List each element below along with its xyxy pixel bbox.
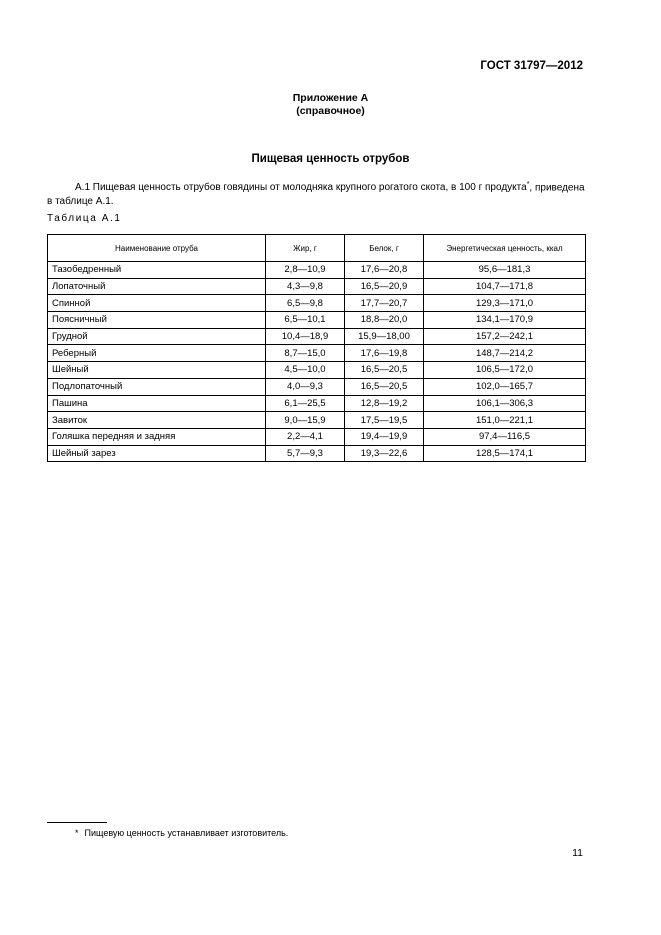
table-row [48, 445, 586, 462]
table-row [48, 328, 586, 345]
energy-cell: 129,3—171,0 [424, 295, 586, 312]
fat-cell: 6,5—9,8 [266, 295, 345, 312]
appendix-subtitle: (справочное) [296, 105, 365, 117]
energy-cell: 97,4—116,5 [424, 428, 586, 445]
table-row [48, 362, 586, 379]
footnote [75, 828, 288, 838]
fat-cell: 6,5—10,1 [266, 312, 345, 329]
fat-cell: 4,0—9,3 [266, 378, 345, 395]
appendix-title: Приложение А [292, 92, 369, 104]
cut-name-cell: Поясничный [48, 312, 266, 329]
energy-cell: 104,7—171,8 [424, 278, 586, 295]
fat-cell: 8,7—15,0 [266, 345, 345, 362]
cut-name-cell: Голяшка передняя и задняя [48, 428, 266, 445]
fat-cell: 6,1—25,5 [266, 395, 345, 412]
protein-cell: 16,5—20,5 [345, 378, 424, 395]
document-code: ГОСТ 31797—2012 [480, 60, 583, 72]
table-row [48, 428, 586, 445]
table-row [48, 378, 586, 395]
section-title: Пищевая ценность отрубов [251, 153, 410, 165]
cut-name-cell: Подлопаточный [48, 378, 266, 395]
table-row [48, 395, 586, 412]
table-row [48, 295, 586, 312]
fat-cell: 2,2—4,1 [266, 428, 345, 445]
cut-name-cell: Спинной [48, 295, 266, 312]
fat-cell: 4,3—9,8 [266, 278, 345, 295]
energy-cell: 106,5—172,0 [424, 362, 586, 379]
paragraph-text-end: , приведена в таблице А.1. [47, 182, 585, 208]
protein-cell: 16,5—20,5 [345, 362, 424, 379]
table-header-row [48, 235, 586, 262]
cut-name-cell: Шейный зарез [48, 445, 266, 462]
table-row [48, 345, 586, 362]
page-number: 11 [572, 847, 583, 859]
table-row [48, 412, 586, 429]
energy-cell: 157,2—242,1 [424, 328, 586, 345]
footnote-text: Пищевую ценность устанавливает изготовитель. [84, 828, 289, 838]
appendix-heading [0, 92, 661, 118]
footnote-reference: * [526, 181, 530, 188]
protein-cell: 19,4—19,9 [345, 428, 424, 445]
energy-cell: 134,1—170,9 [424, 312, 586, 329]
fat-cell: 9,0—15,9 [266, 412, 345, 429]
table-caption: Таблица А.1 [47, 213, 122, 224]
protein-cell: 17,7—20,7 [345, 295, 424, 312]
table-body [48, 262, 586, 462]
cut-name-cell: Лопаточный [48, 278, 266, 295]
protein-cell: 17,6—20,8 [345, 262, 424, 279]
table-row [48, 262, 586, 279]
protein-cell: 17,6—19,8 [345, 345, 424, 362]
table-row [48, 312, 586, 329]
protein-cell: 19,3—22,6 [345, 445, 424, 462]
nutrition-table [47, 234, 586, 462]
fat-cell: 2,8—10,9 [266, 262, 345, 279]
energy-cell: 95,6—181,3 [424, 262, 586, 279]
intro-paragraph [47, 178, 587, 209]
footnote-mark: * [75, 828, 79, 838]
protein-cell: 16,5—20,9 [345, 278, 424, 295]
paragraph-text: А.1 Пищевая ценность отрубов говядины от молодняка крупного рогатого скота, в 100 г продукта [75, 182, 527, 194]
energy-cell: 106,1—306,3 [424, 395, 586, 412]
fat-cell: 5,7—9,3 [266, 445, 345, 462]
header-energy: Энергетическая ценность, ккал [424, 235, 586, 262]
fat-cell: 4,5—10,0 [266, 362, 345, 379]
energy-cell: 151,0—221,1 [424, 412, 586, 429]
cut-name-cell: Реберный [48, 345, 266, 362]
protein-cell: 17,5—19,5 [345, 412, 424, 429]
protein-cell: 18,8—20,0 [345, 312, 424, 329]
footnote-divider [47, 822, 107, 823]
protein-cell: 12,8—19,2 [345, 395, 424, 412]
cut-name-cell: Грудной [48, 328, 266, 345]
energy-cell: 148,7—214,2 [424, 345, 586, 362]
header-protein: Белок, г [345, 235, 424, 262]
energy-cell: 128,5—174,1 [424, 445, 586, 462]
protein-cell: 15,9—18,00 [345, 328, 424, 345]
cut-name-cell: Тазобедренный [48, 262, 266, 279]
energy-cell: 102,0—165,7 [424, 378, 586, 395]
table-row [48, 278, 586, 295]
header-cut-name: Наименование отруба [48, 235, 266, 262]
fat-cell: 10,4—18,9 [266, 328, 345, 345]
cut-name-cell: Шейный [48, 362, 266, 379]
header-fat: Жир, г [266, 235, 345, 262]
cut-name-cell: Пашина [48, 395, 266, 412]
cut-name-cell: Завиток [48, 412, 266, 429]
